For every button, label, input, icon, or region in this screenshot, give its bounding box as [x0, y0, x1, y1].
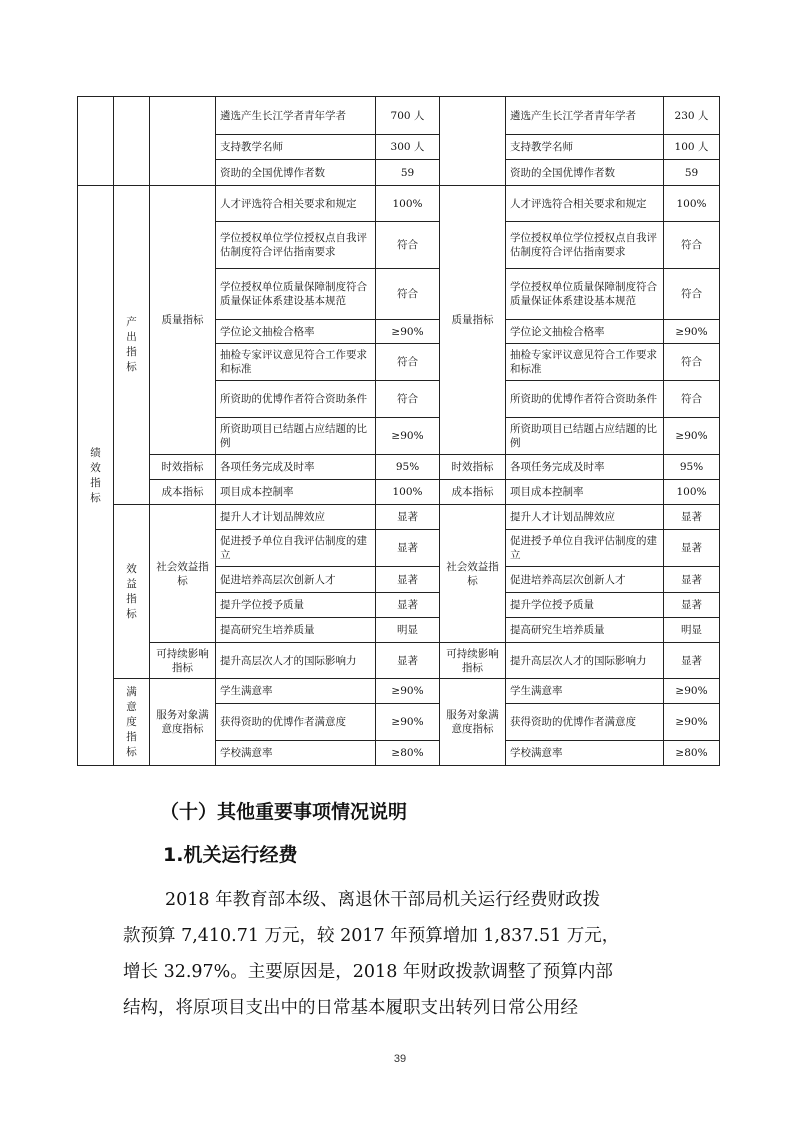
right-value: ≥90%	[664, 320, 720, 344]
right-indicator: 学生满意率	[506, 679, 664, 704]
right-indicator: 学位授权单位学位授权点自我评估制度符合评估指南要求	[506, 222, 664, 269]
right-value: 59	[664, 160, 720, 186]
right-indicator: 支持教学名师	[506, 135, 664, 160]
quality-indicator-label-right: 质量指标	[440, 186, 506, 455]
page-number: 39	[393, 1053, 407, 1065]
performance-indicator-table	[77, 96, 720, 766]
service-satisfaction-label: 服务对象满意度指标	[150, 679, 216, 766]
right-indicator: 提升高层次人才的国际影响力	[506, 643, 664, 679]
right-value: 显著	[664, 567, 720, 593]
left-value: 700 人	[376, 97, 440, 135]
right-value: 100 人	[664, 135, 720, 160]
right-value: ≥80%	[664, 741, 720, 766]
right-indicator: 提高研究生培养质量	[506, 618, 664, 643]
right-indicator: 提升人才计划品牌效应	[506, 505, 664, 530]
left-value: 符合	[376, 381, 440, 418]
section-heading: （十）其他重要事项情况说明	[160, 801, 408, 823]
right-value: 符合	[664, 222, 720, 269]
left-value: 显著	[376, 567, 440, 593]
paragraph-line: 结构，将原项目支出中的日常基本履职支出转列日常公用经	[123, 998, 578, 1018]
left-value: 95%	[376, 455, 440, 480]
right-value: ≥90%	[664, 704, 720, 741]
sustainability-indicator-label-right: 可持续影响指标	[440, 643, 506, 679]
performance-indicator-label: 绩效指标	[78, 186, 114, 766]
right-value: 符合	[664, 269, 720, 320]
left-value: 100%	[376, 186, 440, 222]
right-value: 95%	[664, 455, 720, 480]
table-row	[78, 186, 720, 222]
left-value: ≥90%	[376, 679, 440, 704]
left-indicator: 促进培养高层次创新人才	[216, 567, 376, 593]
left-value: 符合	[376, 344, 440, 381]
table-row	[78, 505, 720, 530]
left-value: 显著	[376, 643, 440, 679]
left-indicator: 遴选产生长江学者青年学者	[216, 97, 376, 135]
left-indicator: 学位论文抽检合格率	[216, 320, 376, 344]
left-value: 符合	[376, 222, 440, 269]
right-indicator: 项目成本控制率	[506, 480, 664, 505]
left-indicator: 资助的全国优博作者数	[216, 160, 376, 186]
timeliness-indicator-label-right: 时效指标	[440, 455, 506, 480]
left-value: ≥90%	[376, 704, 440, 741]
right-indicator: 所资助项目已结题占应结题的比例	[506, 418, 664, 455]
body-paragraph	[123, 882, 685, 1026]
left-indicator: 学位授权单位质量保障制度符合质量保证体系建设基本规范	[216, 269, 376, 320]
paragraph-line: 2018 年教育部本级、离退休干部局机关运行经费财政拨	[165, 890, 601, 910]
right-value: 100%	[664, 480, 720, 505]
left-value: ≥80%	[376, 741, 440, 766]
left-indicator: 提升学位授予质量	[216, 593, 376, 618]
left-indicator: 支持教学名师	[216, 135, 376, 160]
social-benefit-label: 社会效益指标	[150, 505, 216, 643]
right-value: ≥90%	[664, 418, 720, 455]
social-benefit-label-right: 社会效益指标	[440, 505, 506, 643]
right-value: 符合	[664, 381, 720, 418]
right-value: ≥90%	[664, 679, 720, 704]
right-indicator: 促进培养高层次创新人才	[506, 567, 664, 593]
right-value: 230 人	[664, 97, 720, 135]
table-row	[78, 455, 720, 480]
right-indicator: 人才评选符合相关要求和规定	[506, 186, 664, 222]
left-value: ≥90%	[376, 418, 440, 455]
sub-heading: 1.机关运行经费	[163, 844, 298, 866]
right-value: 显著	[664, 530, 720, 567]
left-indicator: 所资助的优博作者符合资助条件	[216, 381, 376, 418]
paragraph-line: 款预算 7,410.71 万元，较 2017 年预算增加 1,837.51 万元，	[123, 926, 620, 946]
blank-cell	[150, 97, 216, 186]
quality-indicator-label: 质量指标	[150, 186, 216, 455]
left-indicator: 提高研究生培养质量	[216, 618, 376, 643]
blank-cell	[114, 97, 150, 186]
service-satisfaction-label-right: 服务对象满意度指标	[440, 679, 506, 766]
right-value: 显著	[664, 505, 720, 530]
left-indicator: 学位授权单位学位授权点自我评估制度符合评估指南要求	[216, 222, 376, 269]
table-row	[78, 643, 720, 679]
right-indicator: 促进授予单位自我评估制度的建立	[506, 530, 664, 567]
left-value: 显著	[376, 593, 440, 618]
right-indicator: 抽检专家评议意见符合工作要求和标准	[506, 344, 664, 381]
left-value: 显著	[376, 505, 440, 530]
right-indicator: 获得资助的优博作者满意度	[506, 704, 664, 741]
left-indicator: 学生满意率	[216, 679, 376, 704]
cost-indicator-label: 成本指标	[150, 480, 216, 505]
left-indicator: 学校满意率	[216, 741, 376, 766]
right-indicator: 学校满意率	[506, 741, 664, 766]
right-indicator: 遴选产生长江学者青年学者	[506, 97, 664, 135]
benefit-indicator-label: 效益指标	[114, 505, 150, 679]
right-indicator: 学位授权单位质量保障制度符合质量保证体系建设基本规范	[506, 269, 664, 320]
right-indicator: 资助的全国优博作者数	[506, 160, 664, 186]
blank-cell	[440, 97, 506, 186]
right-value: 显著	[664, 593, 720, 618]
right-value: 符合	[664, 344, 720, 381]
output-indicator-label: 产出指标	[114, 186, 150, 505]
sustainability-indicator-label: 可持续影响指标	[150, 643, 216, 679]
table-row	[78, 97, 720, 135]
left-indicator: 提升高层次人才的国际影响力	[216, 643, 376, 679]
left-indicator: 获得资助的优博作者满意度	[216, 704, 376, 741]
cost-indicator-label-right: 成本指标	[440, 480, 506, 505]
left-value: ≥90%	[376, 320, 440, 344]
blank-cell	[78, 97, 114, 186]
right-indicator: 所资助的优博作者符合资助条件	[506, 381, 664, 418]
left-indicator: 提升人才计划品牌效应	[216, 505, 376, 530]
right-indicator: 提升学位授予质量	[506, 593, 664, 618]
paragraph-line: 增长 32.97%。主要原因是，2018 年财政拨款调整了预算内部	[123, 962, 613, 982]
table-row	[78, 480, 720, 505]
table-row	[78, 679, 720, 704]
left-value: 显著	[376, 530, 440, 567]
right-value: 100%	[664, 186, 720, 222]
left-indicator: 抽检专家评议意见符合工作要求和标准	[216, 344, 376, 381]
left-value: 明显	[376, 618, 440, 643]
left-value: 100%	[376, 480, 440, 505]
left-value: 300 人	[376, 135, 440, 160]
right-indicator: 学位论文抽检合格率	[506, 320, 664, 344]
right-value: 明显	[664, 618, 720, 643]
left-value: 符合	[376, 269, 440, 320]
left-indicator: 所资助项目已结题占应结题的比例	[216, 418, 376, 455]
left-value: 59	[376, 160, 440, 186]
satisfaction-indicator-label: 满意度指标	[114, 679, 150, 766]
left-indicator: 人才评选符合相关要求和规定	[216, 186, 376, 222]
timeliness-indicator-label: 时效指标	[150, 455, 216, 480]
right-indicator: 各项任务完成及时率	[506, 455, 664, 480]
left-indicator: 项目成本控制率	[216, 480, 376, 505]
right-value: 显著	[664, 643, 720, 679]
left-indicator: 促进授予单位自我评估制度的建立	[216, 530, 376, 567]
left-indicator: 各项任务完成及时率	[216, 455, 376, 480]
